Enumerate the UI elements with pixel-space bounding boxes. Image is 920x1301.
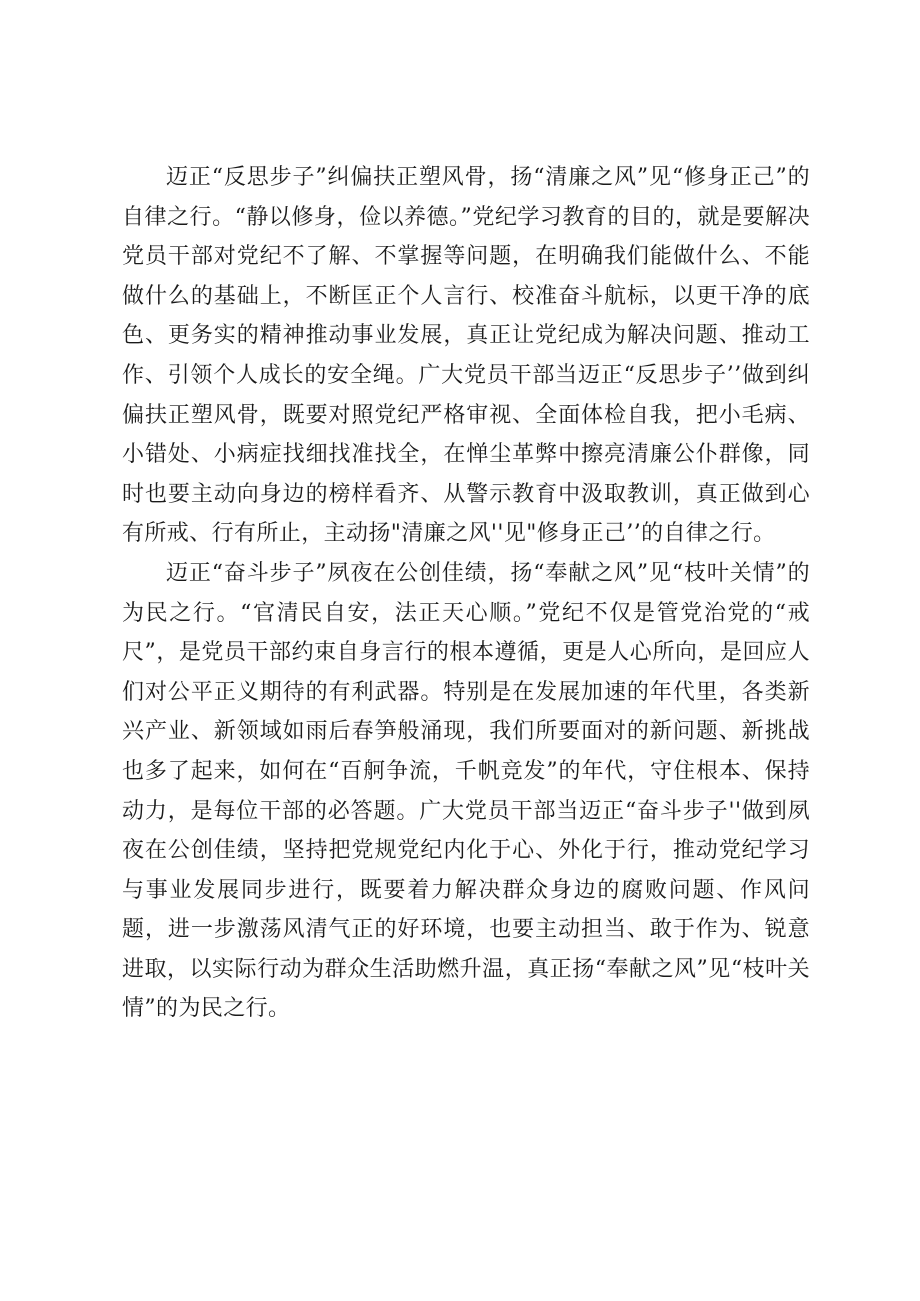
paragraph-struggle: 迈正“奋斗步子”夙夜在公创佳绩，扬“奉献之风”见“枝叶关情”的为民之行。“官清民自安，法正天心顺。”党纪不仅是管党治党的“戒尺”，是党员干部约束自身言行的根本遵循，更是人心所向，是回应人们对公平正义期待的有利武器。特别是在发展加速的年代里，各类新兴产业、新领域如雨后春笋般涌现，我们所要面对的新问题、新挑战也多了起来，如何在“百舸争流，千帆竞发”的年代，守住根本、保持动力，是每位干部的必答题。广大党员干部当迈正“奋斗步子''做到夙夜在公创佳绩，坚持把党规党纪内化于心、外化于行，推动党纪学习与事业发展同步进行，既要着力解决群众身边的腐败问题、作风问题，进一步激荡风清气正的好环境，也要主动担当、敢于作为、锐意进取，以实际行动为群众生活助燃升温，真正扬“奉献之风”见“枝叶关情”的为民之行。	[122, 560, 810, 1022]
paragraph-reflection: 迈正“反思步子”纠偏扶正塑风骨，扬“清廉之风”见“修身正己”的自律之行。“静以修身，俭以养德。”党纪学习教育的目的，就是要解决党员干部对党纪不了解、不掌握等问题，在明确我们能做什么、不能做什么的基础上，不断匡正个人言行、校准奋斗航标，以更干净的底色、更务实的精神推动事业发展，真正让党纪成为解决问题、推动工作、引领个人成长的安全绳。广大党员干部当迈正“反思步子’’做到纠偏扶正塑风骨，既要对照党纪严格审视、全面体检自我，把小毛病、小错处、小病症找细找准找全，在惮尘革弊中擦亮清廉公仆群像，同时也要主动向身边的榜样看齐、从警示教育中汲取教训，真正做到心有所戒、行有所止，主动扬"清廉之风''见"修身正己’’的自律之行。	[122, 165, 810, 547]
document-body	[122, 158, 810, 1029]
